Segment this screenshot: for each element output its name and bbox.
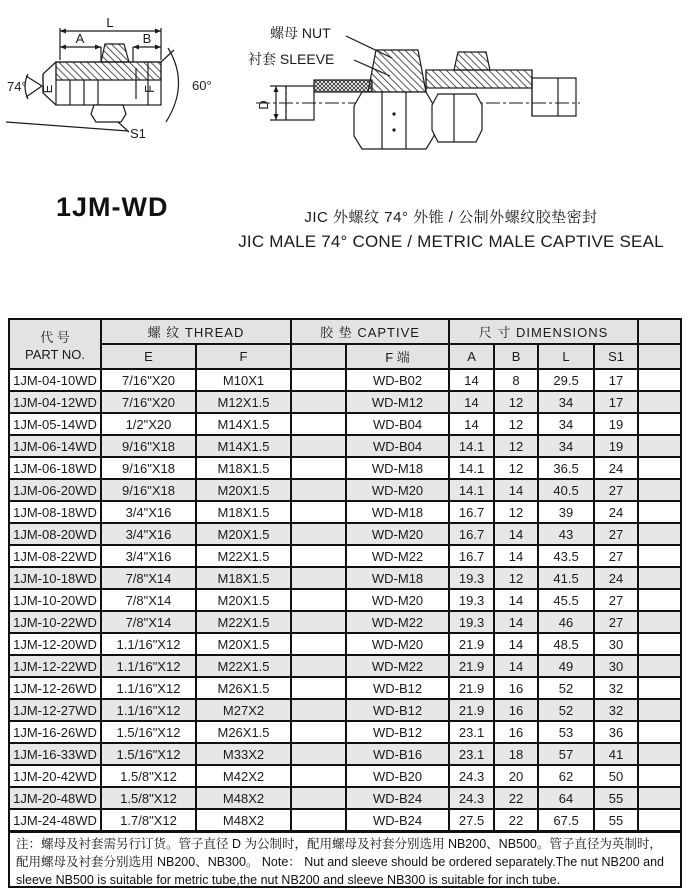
table-cell: 19 xyxy=(594,413,638,435)
table-cell: 1.5/16"X12 xyxy=(101,743,196,765)
table-cell: 43 xyxy=(538,523,594,545)
table-cell: 1JM-16-26WD xyxy=(9,721,101,743)
table-cell: 14 xyxy=(449,391,494,413)
table-cell xyxy=(638,809,681,831)
table-cell: 49 xyxy=(538,655,594,677)
table-cell: M26X1.5 xyxy=(196,721,291,743)
parts-dimensions-table xyxy=(8,318,682,832)
table-cell: 34 xyxy=(538,435,594,457)
table-cell: 8 xyxy=(494,369,538,391)
table-cell: 46 xyxy=(538,611,594,633)
table-cell: 14.1 xyxy=(449,479,494,501)
table-cell: 1JM-24-48WD xyxy=(9,809,101,831)
table-cell xyxy=(291,655,346,677)
table-cell: M48X2 xyxy=(196,787,291,809)
table-cell: M18X1.5 xyxy=(196,501,291,523)
table-cell: 16 xyxy=(494,721,538,743)
table-cell: 3/4"X16 xyxy=(101,501,196,523)
angle-label-60: 60° xyxy=(192,78,212,93)
table-cell: 23.1 xyxy=(449,743,494,765)
table-cell: 23.1 xyxy=(449,721,494,743)
table-cell: 1JM-08-22WD xyxy=(9,545,101,567)
table-cell xyxy=(638,765,681,787)
table-cell xyxy=(638,787,681,809)
table-cell: 1JM-04-10WD xyxy=(9,369,101,391)
table-cell: 1JM-12-20WD xyxy=(9,633,101,655)
table-cell: 1JM-20-42WD xyxy=(9,765,101,787)
table-cell: 21.9 xyxy=(449,633,494,655)
table-cell xyxy=(291,457,346,479)
table-cell: 3/4"X16 xyxy=(101,523,196,545)
table-cell xyxy=(638,391,681,413)
dim-label-a: A xyxy=(75,31,85,46)
table-row xyxy=(9,567,681,589)
table-cell: 22 xyxy=(494,809,538,831)
table-row xyxy=(9,369,681,391)
table-cell: M33X2 xyxy=(196,743,291,765)
table-cell: WD-M12 xyxy=(346,391,449,413)
table-cell: M20X1.5 xyxy=(196,633,291,655)
table-group-header-row xyxy=(9,319,681,344)
table-cell xyxy=(638,589,681,611)
table-cell xyxy=(291,413,346,435)
table-cell: 24 xyxy=(594,457,638,479)
table-cell: WD-M20 xyxy=(346,523,449,545)
table-cell: 12 xyxy=(494,413,538,435)
table-cell: 14 xyxy=(449,413,494,435)
table-cell xyxy=(638,479,681,501)
table-cell xyxy=(291,391,346,413)
table-row xyxy=(9,589,681,611)
table-row xyxy=(9,743,681,765)
table-cell: 7/8"X14 xyxy=(101,567,196,589)
header-col-b: B xyxy=(494,344,538,369)
table-cell: 36 xyxy=(594,721,638,743)
table-cell: 21.9 xyxy=(449,655,494,677)
table-cell: WD-B24 xyxy=(346,809,449,831)
table-cell: 27 xyxy=(594,611,638,633)
dim-label-b: B xyxy=(142,31,152,46)
table-cell: 19.3 xyxy=(449,611,494,633)
table-cell: 7/8"X14 xyxy=(101,611,196,633)
table-row xyxy=(9,633,681,655)
table-cell: 1.5/8"X12 xyxy=(101,765,196,787)
table-cell xyxy=(291,699,346,721)
table-cell: 1JM-10-18WD xyxy=(9,567,101,589)
table-cell: 45.5 xyxy=(538,589,594,611)
table-cell: 14 xyxy=(494,589,538,611)
table-cell: 41 xyxy=(594,743,638,765)
table-cell: 19.3 xyxy=(449,567,494,589)
table-cell: 12 xyxy=(494,457,538,479)
table-cell: WD-M22 xyxy=(346,545,449,567)
table-cell: 16.7 xyxy=(449,523,494,545)
table-cell: 41.5 xyxy=(538,567,594,589)
table-cell: 14 xyxy=(494,611,538,633)
table-cell: 1JM-12-22WD xyxy=(9,655,101,677)
table-cell: 21.9 xyxy=(449,677,494,699)
table-cell: 48.5 xyxy=(538,633,594,655)
table-cell: 21.9 xyxy=(449,699,494,721)
table-cell xyxy=(291,677,346,699)
table-cell: 43.5 xyxy=(538,545,594,567)
table-cell xyxy=(638,743,681,765)
table-cell: 14 xyxy=(494,545,538,567)
table-cell xyxy=(638,413,681,435)
table-cell: 32 xyxy=(594,699,638,721)
table-cell: 18 xyxy=(494,743,538,765)
table-cell: 62 xyxy=(538,765,594,787)
table-cell xyxy=(291,545,346,567)
table-cell: M26X1.5 xyxy=(196,677,291,699)
table-cell: WD-B04 xyxy=(346,435,449,457)
table-cell: 1.1/16"X12 xyxy=(101,699,196,721)
header-col-e: E xyxy=(101,344,196,369)
table-cell: 1JM-08-18WD xyxy=(9,501,101,523)
table-cell: 52 xyxy=(538,677,594,699)
table-cell xyxy=(291,589,346,611)
table-cell: WD-M22 xyxy=(346,655,449,677)
header-col-s1: S1 xyxy=(594,344,638,369)
table-cell xyxy=(291,787,346,809)
table-cell: 1.1/16"X12 xyxy=(101,677,196,699)
dim-label-f: F xyxy=(142,85,157,93)
table-cell xyxy=(291,809,346,831)
table-cell: 12 xyxy=(494,501,538,523)
table-cell: WD-B20 xyxy=(346,765,449,787)
table-cell: 9/16"X18 xyxy=(101,457,196,479)
table-cell: 1.5/16"X12 xyxy=(101,721,196,743)
table-cell xyxy=(291,743,346,765)
table-cell: 27 xyxy=(594,523,638,545)
table-cell: 1.5/8"X12 xyxy=(101,787,196,809)
table-cell: WD-M22 xyxy=(346,611,449,633)
header-thread-group: 螺 纹 THREAD xyxy=(101,319,291,344)
table-cell: 34 xyxy=(538,413,594,435)
table-cell: 32 xyxy=(594,677,638,699)
table-cell: 52 xyxy=(538,699,594,721)
table-cell: 17 xyxy=(594,369,638,391)
table-cell: 67.5 xyxy=(538,809,594,831)
table-cell xyxy=(291,369,346,391)
table-cell: 29.5 xyxy=(538,369,594,391)
table-cell: 30 xyxy=(594,655,638,677)
table-cell: 1JM-06-14WD xyxy=(9,435,101,457)
table-cell: M27X2 xyxy=(196,699,291,721)
table-cell: WD-B24 xyxy=(346,787,449,809)
header-part-no-en: PART NO. xyxy=(25,346,85,362)
fitting-section-drawing xyxy=(6,10,231,155)
table-cell: 16 xyxy=(494,699,538,721)
table-cell: M20X1.5 xyxy=(196,589,291,611)
table-cell: 9/16"X18 xyxy=(101,435,196,457)
footnote-chinese: 注：螺母及衬套需另行订货。管子直径 D 为公制时，配用螺母及衬套分别选用 NB200、NB500。管子直径为英制时，配用螺母及衬套分别选用 NB200、NB300。 xyxy=(16,837,662,869)
table-row xyxy=(9,677,681,699)
table-cell xyxy=(638,721,681,743)
table-cell xyxy=(291,479,346,501)
table-cell: 1JM-10-20WD xyxy=(9,589,101,611)
table-cell: WD-B12 xyxy=(346,699,449,721)
table-cell: 14 xyxy=(494,633,538,655)
table-cell: 14.1 xyxy=(449,435,494,457)
table-cell: 20 xyxy=(494,765,538,787)
subtitle-block xyxy=(228,206,674,252)
table-cell: 9/16"X18 xyxy=(101,479,196,501)
table-cell xyxy=(291,633,346,655)
table-cell: 24.3 xyxy=(449,765,494,787)
table-cell: 14 xyxy=(449,369,494,391)
table-row xyxy=(9,699,681,721)
table-cell: 1JM-10-22WD xyxy=(9,611,101,633)
angle-label-74: 74° xyxy=(7,79,27,94)
table-row xyxy=(9,655,681,677)
table-cell: M22X1.5 xyxy=(196,611,291,633)
table-cell: M18X1.5 xyxy=(196,457,291,479)
table-cell: 7/16"X20 xyxy=(101,391,196,413)
table-body xyxy=(9,369,681,831)
table-cell: 1.1/16"X12 xyxy=(101,633,196,655)
nut-label: 螺母 NUT xyxy=(270,25,331,41)
table-cell: WD-M18 xyxy=(346,457,449,479)
table-cell: WD-M20 xyxy=(346,479,449,501)
table-cell xyxy=(638,633,681,655)
table-cell xyxy=(291,435,346,457)
table-cell: 14 xyxy=(494,655,538,677)
table-cell xyxy=(291,611,346,633)
table-cell: WD-B16 xyxy=(346,743,449,765)
table-cell: 55 xyxy=(594,809,638,831)
table-cell: 30 xyxy=(594,633,638,655)
table-cell: 1JM-04-12WD xyxy=(9,391,101,413)
table-cell: 27 xyxy=(594,545,638,567)
table-cell: 24 xyxy=(594,567,638,589)
table-cell: 7/8"X14 xyxy=(101,589,196,611)
table-cell: 40.5 xyxy=(538,479,594,501)
table-cell xyxy=(638,523,681,545)
dim-label-s1: S1 xyxy=(130,126,146,141)
table-cell: 12 xyxy=(494,567,538,589)
table-cell: 1JM-12-27WD xyxy=(9,699,101,721)
footnote-english: Note： Nut and sleeve should be ordered separately.The nut NB200 and sleeve NB500 is suitable for metric tube,the nut NB200 and sleeve NB300 is suitable for inch tube. xyxy=(16,854,665,887)
table-row xyxy=(9,809,681,831)
table-cell xyxy=(291,721,346,743)
table-cell: 27 xyxy=(594,589,638,611)
part-series-title: 1JM-WD xyxy=(56,192,169,222)
table-cell: M20X1.5 xyxy=(196,479,291,501)
table-row xyxy=(9,413,681,435)
table-cell: 50 xyxy=(594,765,638,787)
table-cell xyxy=(291,765,346,787)
subtitle-chinese: JIC 外螺纹 74° 外锥 / 公制外螺纹胶垫密封 xyxy=(304,209,598,226)
sleeve-label: 衬套 SLEEVE xyxy=(248,51,335,67)
dim-label-e: E xyxy=(40,84,55,94)
header-spare xyxy=(638,319,681,344)
table-row xyxy=(9,479,681,501)
table-cell: 1.7/8"X12 xyxy=(101,809,196,831)
table-cell: 57 xyxy=(538,743,594,765)
table-sub-header-row xyxy=(9,344,681,369)
table-row xyxy=(9,501,681,523)
table-cell xyxy=(638,501,681,523)
table-cell: 1JM-08-20WD xyxy=(9,523,101,545)
table-cell: 64 xyxy=(538,787,594,809)
table-cell: M22X1.5 xyxy=(196,545,291,567)
table-cell: 12 xyxy=(494,391,538,413)
table-cell: 36.5 xyxy=(538,457,594,479)
header-col-f: F xyxy=(196,344,291,369)
table-row xyxy=(9,435,681,457)
table-row xyxy=(9,611,681,633)
header-col-a: A xyxy=(449,344,494,369)
table-cell: M12X1.5 xyxy=(196,391,291,413)
table-cell: WD-M20 xyxy=(346,589,449,611)
table-cell xyxy=(638,699,681,721)
table-cell: 22 xyxy=(494,787,538,809)
table-cell: 19 xyxy=(594,435,638,457)
table-cell: WD-M18 xyxy=(346,567,449,589)
table-row xyxy=(9,765,681,787)
table-cell: 16.7 xyxy=(449,501,494,523)
table-cell xyxy=(291,523,346,545)
header-dimensions-group: 尺 寸 DIMENSIONS xyxy=(449,319,638,344)
table-cell: M22X1.5 xyxy=(196,655,291,677)
header-part-no-zh: 代 号 xyxy=(40,329,70,345)
table-cell: 1/2"X20 xyxy=(101,413,196,435)
table-cell: M42X2 xyxy=(196,765,291,787)
table-cell xyxy=(638,369,681,391)
table-cell: 12 xyxy=(494,435,538,457)
table-row xyxy=(9,457,681,479)
table-cell: 27 xyxy=(594,479,638,501)
header-captive-group: 胶 垫 CAPTIVE xyxy=(291,319,449,344)
table-row xyxy=(9,721,681,743)
table-cell: WD-B04 xyxy=(346,413,449,435)
table-cell: WD-M18 xyxy=(346,501,449,523)
table-cell: 1JM-16-33WD xyxy=(9,743,101,765)
table-cell xyxy=(638,567,681,589)
table-cell: 39 xyxy=(538,501,594,523)
table-cell: WD-B12 xyxy=(346,677,449,699)
table-cell: 1JM-20-48WD xyxy=(9,787,101,809)
table-cell: 16.7 xyxy=(449,545,494,567)
table-cell xyxy=(291,501,346,523)
table-cell: 16 xyxy=(494,677,538,699)
table-cell: M20X1.5 xyxy=(196,523,291,545)
table-cell: M10X1 xyxy=(196,369,291,391)
table-cell: M14X1.5 xyxy=(196,413,291,435)
table-cell: 14 xyxy=(494,523,538,545)
subtitle-english: JIC MALE 74° CONE / METRIC MALE CAPTIVE SEAL xyxy=(238,232,664,251)
table-cell: WD-B02 xyxy=(346,369,449,391)
table-cell: 1JM-06-20WD xyxy=(9,479,101,501)
dim-label-d: D xyxy=(256,100,271,110)
table-cell: 7/16"X20 xyxy=(101,369,196,391)
table-cell: 14 xyxy=(494,479,538,501)
table-cell xyxy=(638,457,681,479)
table-cell: 53 xyxy=(538,721,594,743)
header-col-captive-blank xyxy=(291,344,346,369)
table-cell: 27.5 xyxy=(449,809,494,831)
table-cell: M18X1.5 xyxy=(196,567,291,589)
header-col-f-end: F 端 xyxy=(346,344,449,369)
footnote xyxy=(8,831,682,888)
table-row xyxy=(9,545,681,567)
table-cell xyxy=(638,435,681,457)
header-part-no xyxy=(9,319,101,369)
table-cell: WD-M20 xyxy=(346,633,449,655)
table-cell xyxy=(638,545,681,567)
table-cell: 34 xyxy=(538,391,594,413)
assembly-drawing xyxy=(240,6,688,161)
table-row xyxy=(9,523,681,545)
table-cell: 19.3 xyxy=(449,589,494,611)
table-row xyxy=(9,787,681,809)
table-cell: 3/4"X16 xyxy=(101,545,196,567)
table-cell: 55 xyxy=(594,787,638,809)
header-col-spare xyxy=(638,344,681,369)
table-cell: 1.1/16"X12 xyxy=(101,655,196,677)
table-cell: 24.3 xyxy=(449,787,494,809)
table-cell: 1JM-12-26WD xyxy=(9,677,101,699)
header-col-l: L xyxy=(538,344,594,369)
table-cell: M14X1.5 xyxy=(196,435,291,457)
table-cell xyxy=(291,567,346,589)
table-cell: 14.1 xyxy=(449,457,494,479)
table-cell: M48X2 xyxy=(196,809,291,831)
table-cell xyxy=(638,611,681,633)
table-cell xyxy=(638,677,681,699)
table-cell: 1JM-06-18WD xyxy=(9,457,101,479)
table-row xyxy=(9,391,681,413)
table-cell: 1JM-05-14WD xyxy=(9,413,101,435)
table-cell: WD-B12 xyxy=(346,721,449,743)
table-cell: 24 xyxy=(594,501,638,523)
table-cell xyxy=(638,655,681,677)
dim-label-l: L xyxy=(106,15,114,30)
table-cell: 17 xyxy=(594,391,638,413)
